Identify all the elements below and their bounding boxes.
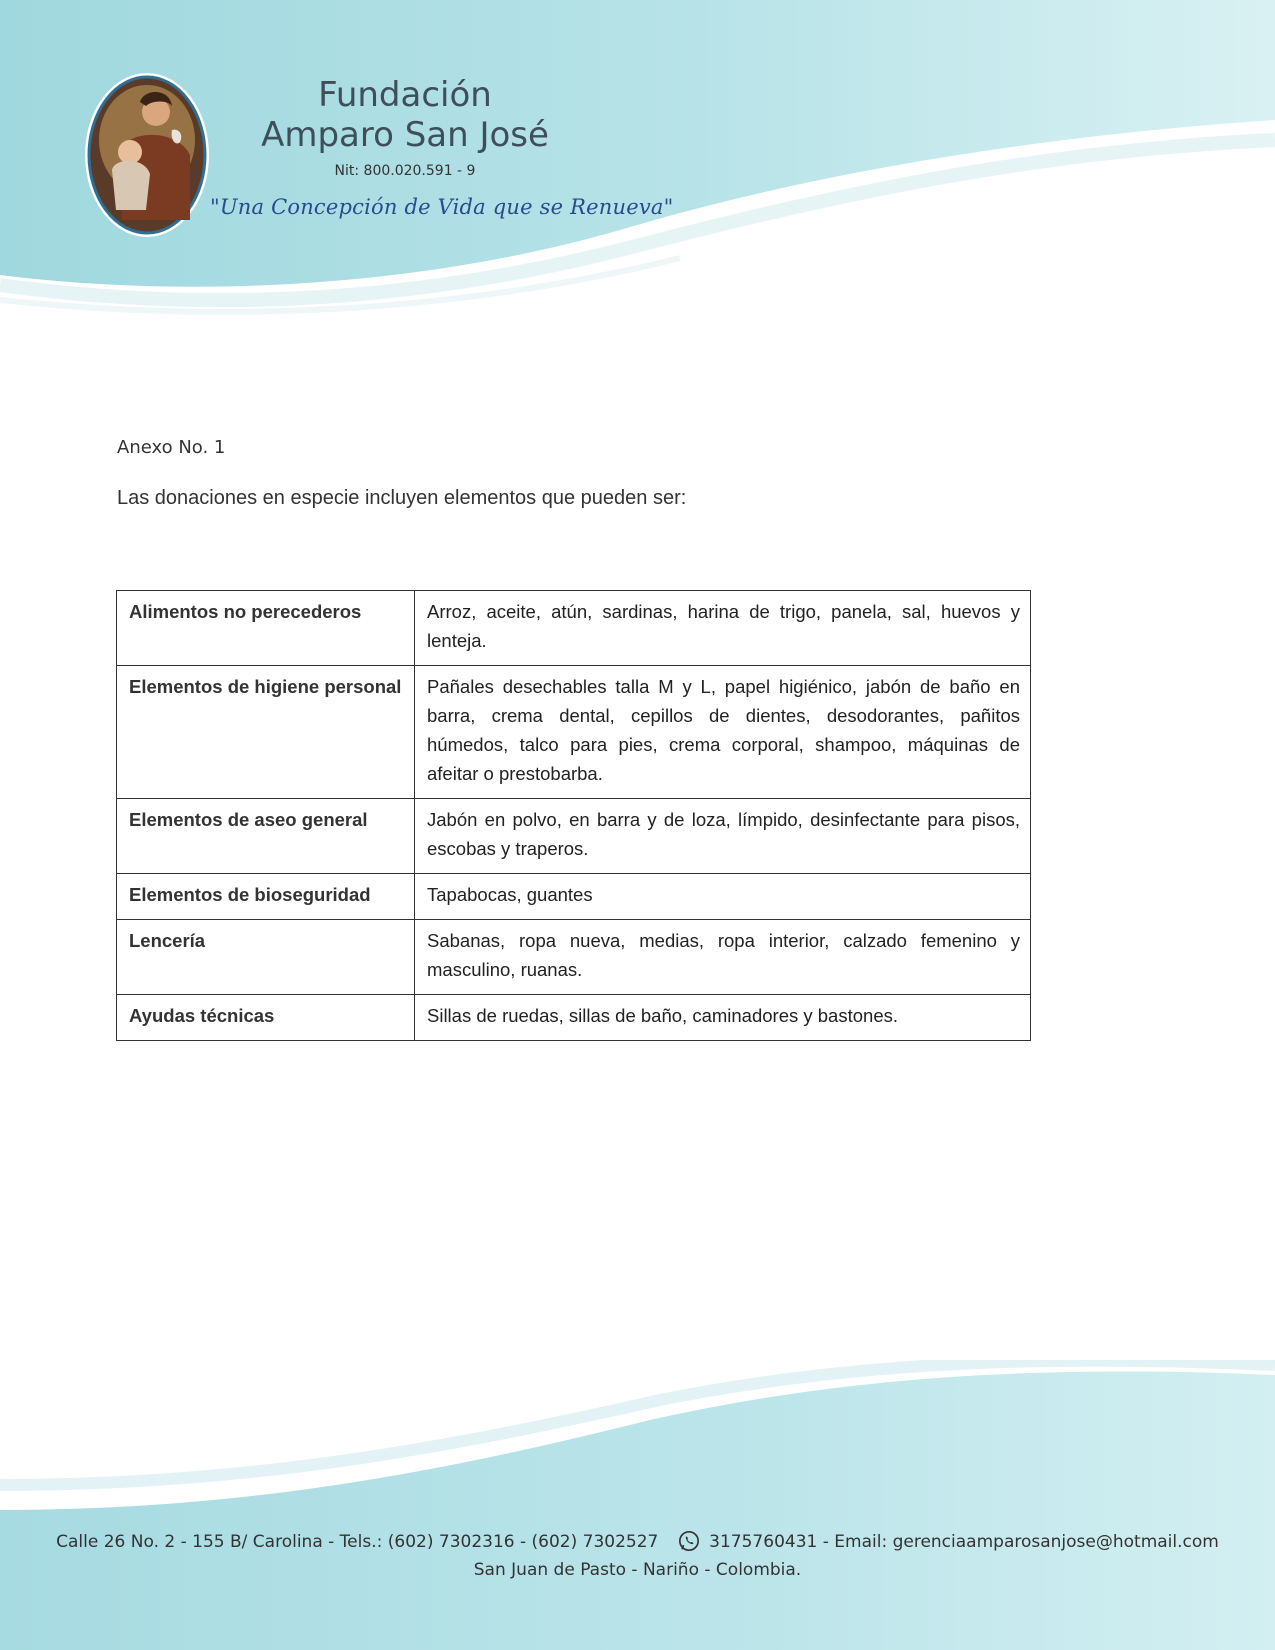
whatsapp-icon (678, 1530, 700, 1552)
table-cell-items: Pañales desechables talla M y L, papel higiénico, jabón de baño en barra, crema dental, cepillos de dientes, desodorantes, pañitos húmedos, talco para pies, crema corporal, shampoo, máquinas de afeitar o prestobarba. (415, 666, 1031, 799)
footer-email: - Email: gerenciaamparosanjose@hotmail.com (822, 1532, 1219, 1552)
table-row (117, 874, 1031, 920)
footer-address-phones: Calle 26 No. 2 - 155 B/ Carolina - Tels.: (602) 7302316 - (602) 7302527 (56, 1532, 659, 1552)
table-cell-category: Ayudas técnicas (117, 995, 415, 1041)
table-cell-items: Sabanas, ropa nueva, medias, ropa interior, calzado femenino y masculino, ruanas. (415, 920, 1031, 995)
footer-city: San Juan de Pasto - Nariño - Colombia. (473, 1560, 802, 1580)
table-cell-items: Jabón en polvo, en barra y de loza, límpido, desinfectante para pisos, escobas y traperos. (415, 799, 1031, 874)
table-row (117, 591, 1031, 666)
organization-name (240, 75, 570, 155)
table-cell-category: Elementos de higiene personal (117, 666, 415, 799)
table-row (117, 666, 1031, 799)
table-cell-category: Elementos de aseo general (117, 799, 415, 874)
table-cell-category: Lencería (117, 920, 415, 995)
table-row (117, 995, 1031, 1041)
donations-table (116, 590, 1031, 1041)
organization-name-line2: Amparo San José (261, 115, 549, 155)
organization-name-line1: Fundación (318, 75, 492, 115)
medallion-image (82, 70, 212, 240)
table-row (117, 799, 1031, 874)
annex-heading: Anexo No. 1 (117, 437, 226, 458)
table-cell-items: Tapabocas, guantes (415, 874, 1031, 920)
table-cell-category: Alimentos no perecederos (117, 591, 415, 666)
table-cell-items: Arroz, aceite, atún, sardinas, harina de trigo, panela, sal, huevos y lenteja. (415, 591, 1031, 666)
intro-paragraph: Las donaciones en especie incluyen elementos que pueden ser: (117, 487, 687, 509)
tax-id: Nit: 800.020.591 - 9 (334, 163, 476, 179)
table-cell-items: Sillas de ruedas, sillas de baño, caminadores y bastones. (415, 995, 1031, 1041)
footer-whatsapp-number: 3175760431 (709, 1532, 818, 1552)
footer-contact-line (0, 1530, 1275, 1552)
table-cell-category: Elementos de bioseguridad (117, 874, 415, 920)
motto: "Una Concepción de Vida que se Renueva" (210, 195, 674, 219)
table-row (117, 920, 1031, 995)
footer-wave-band (0, 1360, 1275, 1650)
